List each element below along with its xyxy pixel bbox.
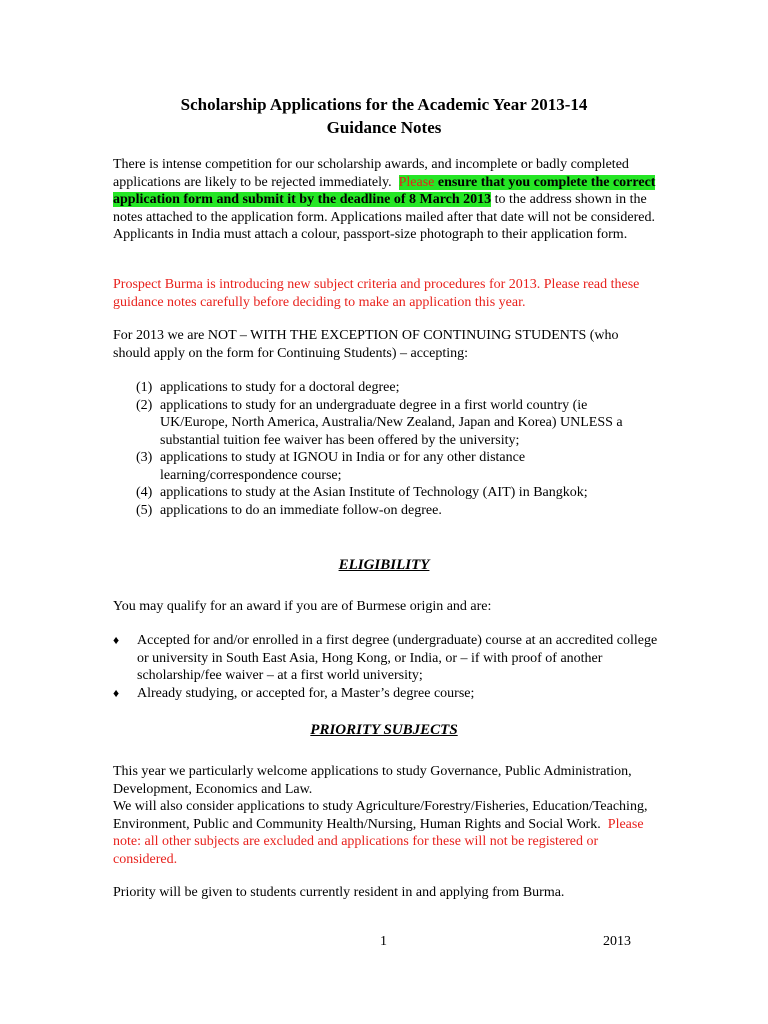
priority-paragraph	[113, 763, 658, 868]
list-item: ♦ Accepted for and/or enrolled in a first degree (undergraduate) course at an accredited college or university in South East Asia, Hong Kong, or India, or – if with proof of another scholarship/fee waiver – at a first world university;	[113, 633, 658, 683]
exception-paragraph: For 2013 we are NOT – WITH THE EXCEPTION OF CONTINUING STUDENTS (who should apply on the form for Continuing Students) – accepting:	[113, 328, 619, 361]
list-item: ♦ Already studying, or accepted for, a Master’s degree course;	[113, 685, 475, 701]
notice-paragraph: Prospect Burma is introducing new subject criteria and procedures for 2013. Please read these guidance notes carefully before deciding to make an application this year.	[113, 277, 640, 310]
exclusion-list	[136, 379, 656, 519]
intro-please: Please	[398, 174, 435, 190]
list-item: (4) applications to study at the Asian Institute of Technology (AIT) in Bangkok;	[136, 485, 588, 500]
title-line-1: Scholarship Applications for the Academic Year 2013-14	[180, 95, 588, 114]
intro-rest: to the address shown in the notes attached to the application form. Applications mailed after that date will not be considered. Applicants in India must attach a colour, passport-size photograph to their application form.	[113, 192, 655, 242]
list-item: (5) applications to do an immediate follow-on degree.	[136, 502, 442, 518]
list-item: (3) applications to study at IGNOU in India or for any other distance learning/correspondence course;	[136, 450, 526, 483]
priority-note: Please note: all other subjects are excluded and applications for these will not be registered or considered.	[113, 816, 644, 867]
title-line-2: Guidance Notes	[326, 118, 442, 137]
diamond-bullet-icon: ♦	[113, 633, 120, 647]
list-item: (1) applications to study for a doctoral degree;	[136, 380, 400, 395]
intro-text: There is intense competition for our scholarship awards, and incomplete or badly completed applications are likely to be rejected immediately.	[113, 157, 629, 190]
footer-year: 2013	[603, 934, 631, 949]
deadline-emphasis: ensure that you complete the correct application form and submit it by the deadline of 8 March 2013	[113, 174, 656, 207]
list-item: (2) applications to study for an undergraduate degree in a first world country (ie UK/Europe, North America, Australia/New Zealand, Japan and Korea) UNLESS a substantial tuition fee waiver has been offered by the university;	[136, 397, 623, 448]
page-number: 1	[380, 934, 387, 949]
priority-residence: Priority will be given to students currently resident in and applying from Burma.	[113, 885, 565, 900]
priority-text-2: We will also consider applications to study Agriculture/Forestry/Fisheries, Education/Teaching, Environment, Public and Community Health/Nursing, Human Rights and Social Work. Please note: all other subjects are excluded and applications for these will not be registered or considered.	[113, 799, 648, 867]
eligibility-intro: You may qualify for an award if you are of Burmese origin and are:	[113, 599, 492, 614]
eligibility-list	[113, 632, 658, 702]
priority-text-1: This year we particularly welcome applications to study Governance, Public Administration, Development, Economics and Law.	[113, 764, 632, 797]
intro-paragraph	[113, 156, 658, 244]
eligibility-heading: ELIGIBILITY	[338, 557, 430, 573]
document-title	[0, 93, 768, 139]
diamond-bullet-icon: ♦	[113, 685, 120, 700]
priority-heading: PRIORITY SUBJECTS	[310, 722, 458, 738]
